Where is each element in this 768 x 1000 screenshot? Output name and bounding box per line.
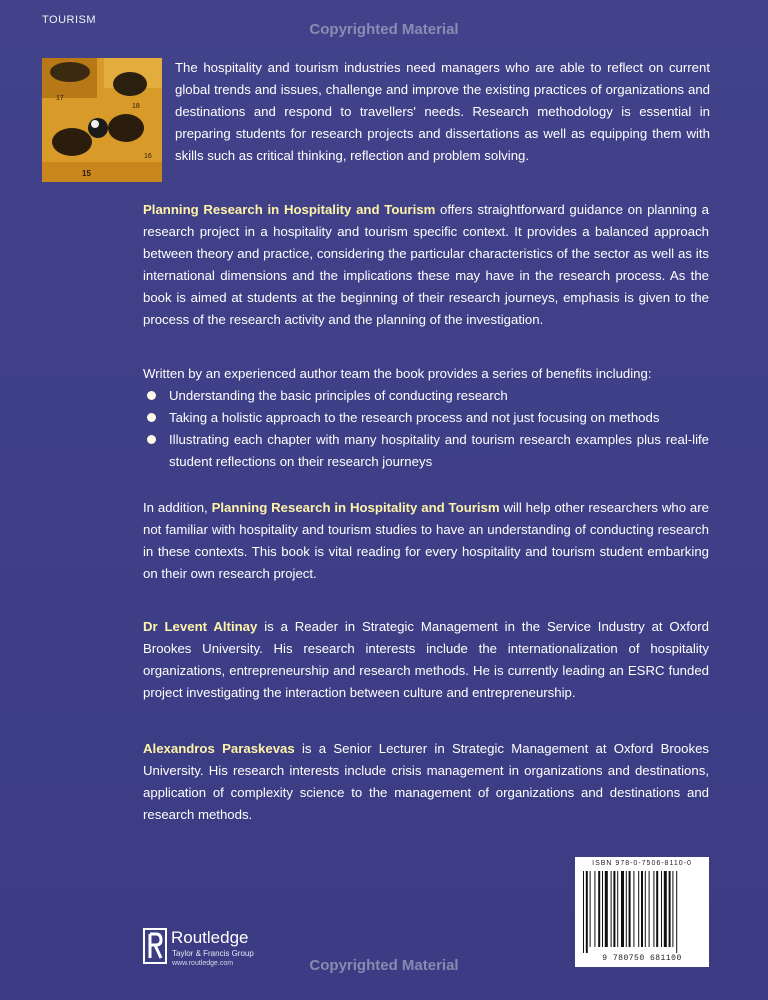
- svg-text:15: 15: [82, 169, 91, 178]
- benefits-lead: Written by an experienced author team the book provides a series of benefits including:: [143, 366, 652, 381]
- watermark-bottom: Copyrighted Material: [309, 957, 459, 974]
- publisher-name: Routledge: [171, 928, 249, 947]
- book-description-text: offers straightforward guidance on planning a research project in a hospitality and tourism specific context. It provides a balanced approach between theory and practice, considering the particular characteristics of the sector as well as its international dimensions and the implications these may have in the research process. As the book is aimed at students at the beginning of their research journeys, emphasis is given to the process of the research activity and the planning of the investigation.: [143, 202, 709, 327]
- svg-text:17: 17: [56, 95, 64, 102]
- book-description-paragraph: [143, 199, 709, 331]
- publisher-url: www.routledge.com: [172, 960, 234, 967]
- bullet-icon: [147, 391, 156, 400]
- author-name: Dr Levent Altinay: [143, 619, 258, 634]
- intro-paragraph: The hospitality and tourism industries need managers who are able to reflect on current global trends and issues, challenge and improve the existing practices of organizations and destinations and respond to travellers' needs. Research methodology is essential in preparing students for research projects and dissertations as well as equipping them with skills such as critical thinking, reflection and problem solving.: [175, 60, 710, 163]
- isbn-label: ISBN 978-0-7506-8110-0: [592, 860, 692, 867]
- category-label: TOURISM: [42, 14, 97, 26]
- author-name: Alexandros Paraskevas: [143, 741, 295, 756]
- svg-text:18: 18: [132, 103, 140, 110]
- audience-paragraph: In addition, Planning Research in Hospitality and Tourism will help other researchers who are not familiar with hospitality and tourism studies to have an understanding of conducting research in these contexts. This book is vital reading for every hospitality and tourism student embarking on their own research project.: [143, 500, 709, 581]
- bullet-icon: [147, 435, 156, 444]
- svg-text:16: 16: [144, 153, 152, 160]
- cover-image: [42, 58, 162, 182]
- book-title-highlight: Planning Research in Hospitality and Tourism: [211, 500, 500, 515]
- isbn-barcode: [575, 857, 709, 967]
- barcode-icon: [581, 871, 703, 953]
- benefit-item: Understanding the basic principles of conducting research: [143, 385, 709, 407]
- book-title-highlight: Planning Research in Hospitality and Tourism: [143, 202, 436, 217]
- benefit-item: Illustrating each chapter with many hospitality and tourism research examples plus real-life student reflections on their research journeys: [143, 429, 709, 473]
- benefits-list: [143, 385, 709, 473]
- bullet-icon: [147, 413, 156, 422]
- benefit-item: Taking a holistic approach to the research process and not just focusing on methods: [143, 407, 709, 429]
- barcode-digits: 9 780750 681100: [602, 954, 682, 963]
- author-bio-altinay: Dr Levent Altinay is a Reader in Strategic Management in the Service Industry at Oxford Brookes University. His research interests include the internationalization of hospitality organizations, entrepreneurship and research methods. He is currently leading an ESRC funded project investigating the interaction between culture and entrepreneurship.: [143, 619, 709, 700]
- author-bio-paraskevas: Alexandros Paraskevas is a Senior Lecturer in Strategic Management at Oxford Brookes University. His research interests include crisis management in organizations and destinations, application of complexity science to the management of organizations and destinations and research methods.: [143, 741, 709, 822]
- publisher-group: Taylor & Francis Group: [172, 949, 254, 958]
- benefits-section: [143, 363, 709, 473]
- watermark-top: Copyrighted Material: [309, 21, 459, 38]
